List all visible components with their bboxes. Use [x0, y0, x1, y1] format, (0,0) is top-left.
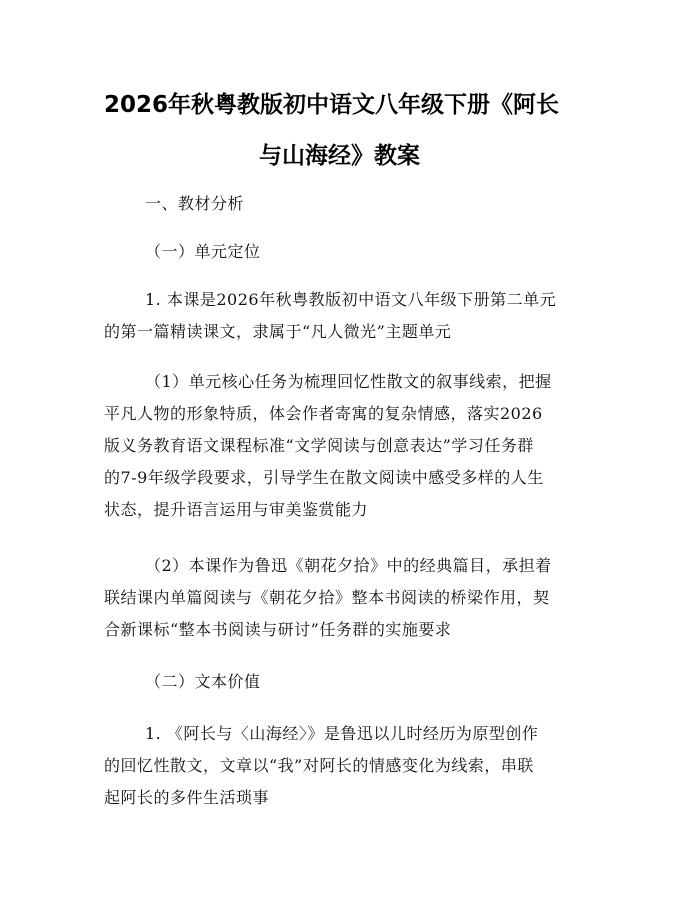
subsection-heading-text-value: （二）文本价值: [145, 672, 261, 691]
paragraph-2-line-5: 状态，提升语言运用与审美鉴赏能力: [104, 500, 369, 519]
paragraph-2-line-1: （1）单元核心任务为梳理回忆性散文的叙事线索，把握: [145, 372, 552, 391]
paragraph-3-line-2: 联结课内单篇阅读与《朝花夕拾》整本书阅读的桥梁作用，契: [104, 588, 550, 607]
document-title-line-1: 2026年秋粤教版初中语文八年级下册《阿长: [104, 92, 560, 118]
subsection-heading-unit-positioning: （一）单元定位: [145, 242, 261, 261]
paragraph-4-line-2: 的回忆性散文，文章以“我”对阿长的情感变化为线索，串联: [104, 756, 534, 775]
paragraph-2-line-2: 平凡人物的形象特质，体会作者寄寓的复杂情感，落实2026: [104, 404, 543, 423]
paragraph-2-line-4: 的7-9年级学段要求，引导学生在散文阅读中感受多样的人生: [104, 468, 544, 487]
paragraph-4-line-3: 起阿长的多件生活琐事: [104, 788, 270, 807]
paragraph-3-line-1: （2）本课作为鲁迅《朝花夕拾》中的经典篇目，承担着: [145, 556, 552, 575]
section-heading-teaching-material-analysis: 一、教材分析: [145, 194, 245, 213]
paragraph-1-line-1: 1. 本课是2026年秋粤教版初中语文八年级下册第二单元: [145, 290, 557, 309]
paragraph-4-line-1: 1. 《阿长与〈山海经〉》是鲁迅以儿时经历为原型创作: [145, 724, 539, 743]
document-title-line-2: 与山海经》教案: [259, 143, 420, 169]
paragraph-2-line-3: 版义务教育语文课程标准“文学阅读与创意表达”学习任务群: [104, 436, 534, 455]
paragraph-1-line-2: 的第一篇精读课文，隶属于“凡人微光”主题单元: [104, 322, 452, 341]
paragraph-3-line-3: 合新课标“整本书阅读与研讨”任务群的实施要求: [104, 620, 452, 639]
